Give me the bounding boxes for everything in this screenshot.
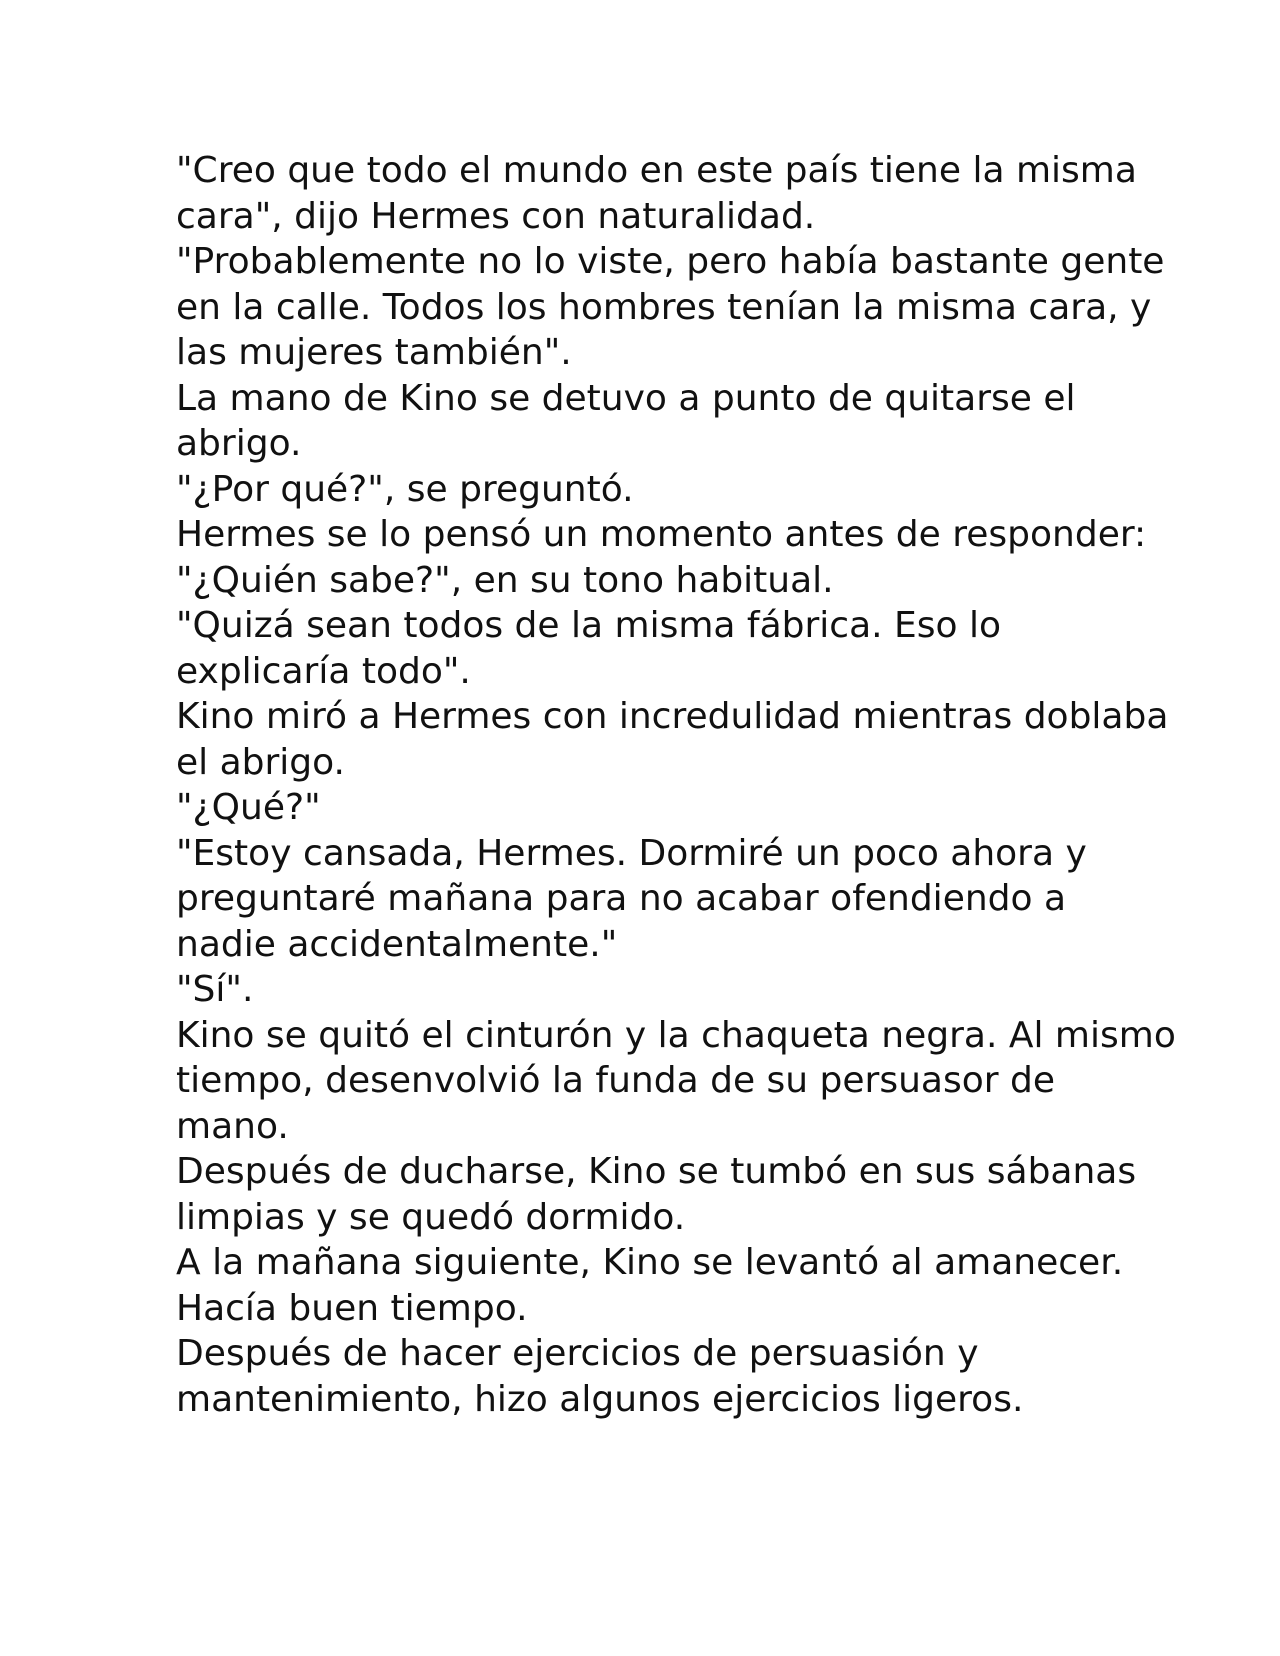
paragraph: "Probablemente no lo viste, pero había bastante gente en la calle. Todos los hombres tenían la misma cara, y las mujeres también". bbox=[176, 241, 1165, 373]
paragraph: Después de ducharse, Kino se tumbó en sus sábanas limpias y se quedó dormido. bbox=[176, 1151, 1137, 1238]
paragraph: "Quizá sean todos de la misma fábrica. Eso lo explicaría todo". bbox=[176, 605, 1002, 692]
paragraph: Después de hacer ejercicios de persuasión y mantenimiento, hizo algunos ejercicios ligeros. bbox=[176, 1333, 1024, 1420]
paragraph: Hermes se lo pensó un momento antes de responder: "¿Quién sabe?", en su tono habitual. bbox=[176, 514, 1147, 601]
paragraph: Kino miró a Hermes con incredulidad mientras doblaba el abrigo. bbox=[176, 696, 1169, 783]
paragraph: "¿Por qué?", se preguntó. bbox=[176, 468, 634, 510]
paragraph: "Estoy cansada, Hermes. Dormiré un poco ahora y preguntaré mañana para no acabar ofendiendo a nadie accidentalmente." bbox=[176, 832, 1087, 965]
paragraph: "¿Qué?" bbox=[176, 787, 321, 828]
paragraph: La mano de Kino se detuvo a punto de quitarse el abrigo. bbox=[176, 377, 1076, 464]
paragraph: "Creo que todo el mundo en este país tiene la misma cara", dijo Hermes con naturalidad. bbox=[176, 150, 1137, 237]
paragraph: A la mañana siguiente, Kino se levantó al amanecer. Hacía buen tiempo. bbox=[176, 1242, 1124, 1329]
body-text bbox=[176, 148, 1176, 1422]
paragraph: Kino se quitó el cinturón y la chaqueta negra. Al mismo tiempo, desenvolvió la funda de su persuasor de mano. bbox=[176, 1014, 1176, 1147]
paragraph: "Sí". bbox=[176, 969, 254, 1010]
